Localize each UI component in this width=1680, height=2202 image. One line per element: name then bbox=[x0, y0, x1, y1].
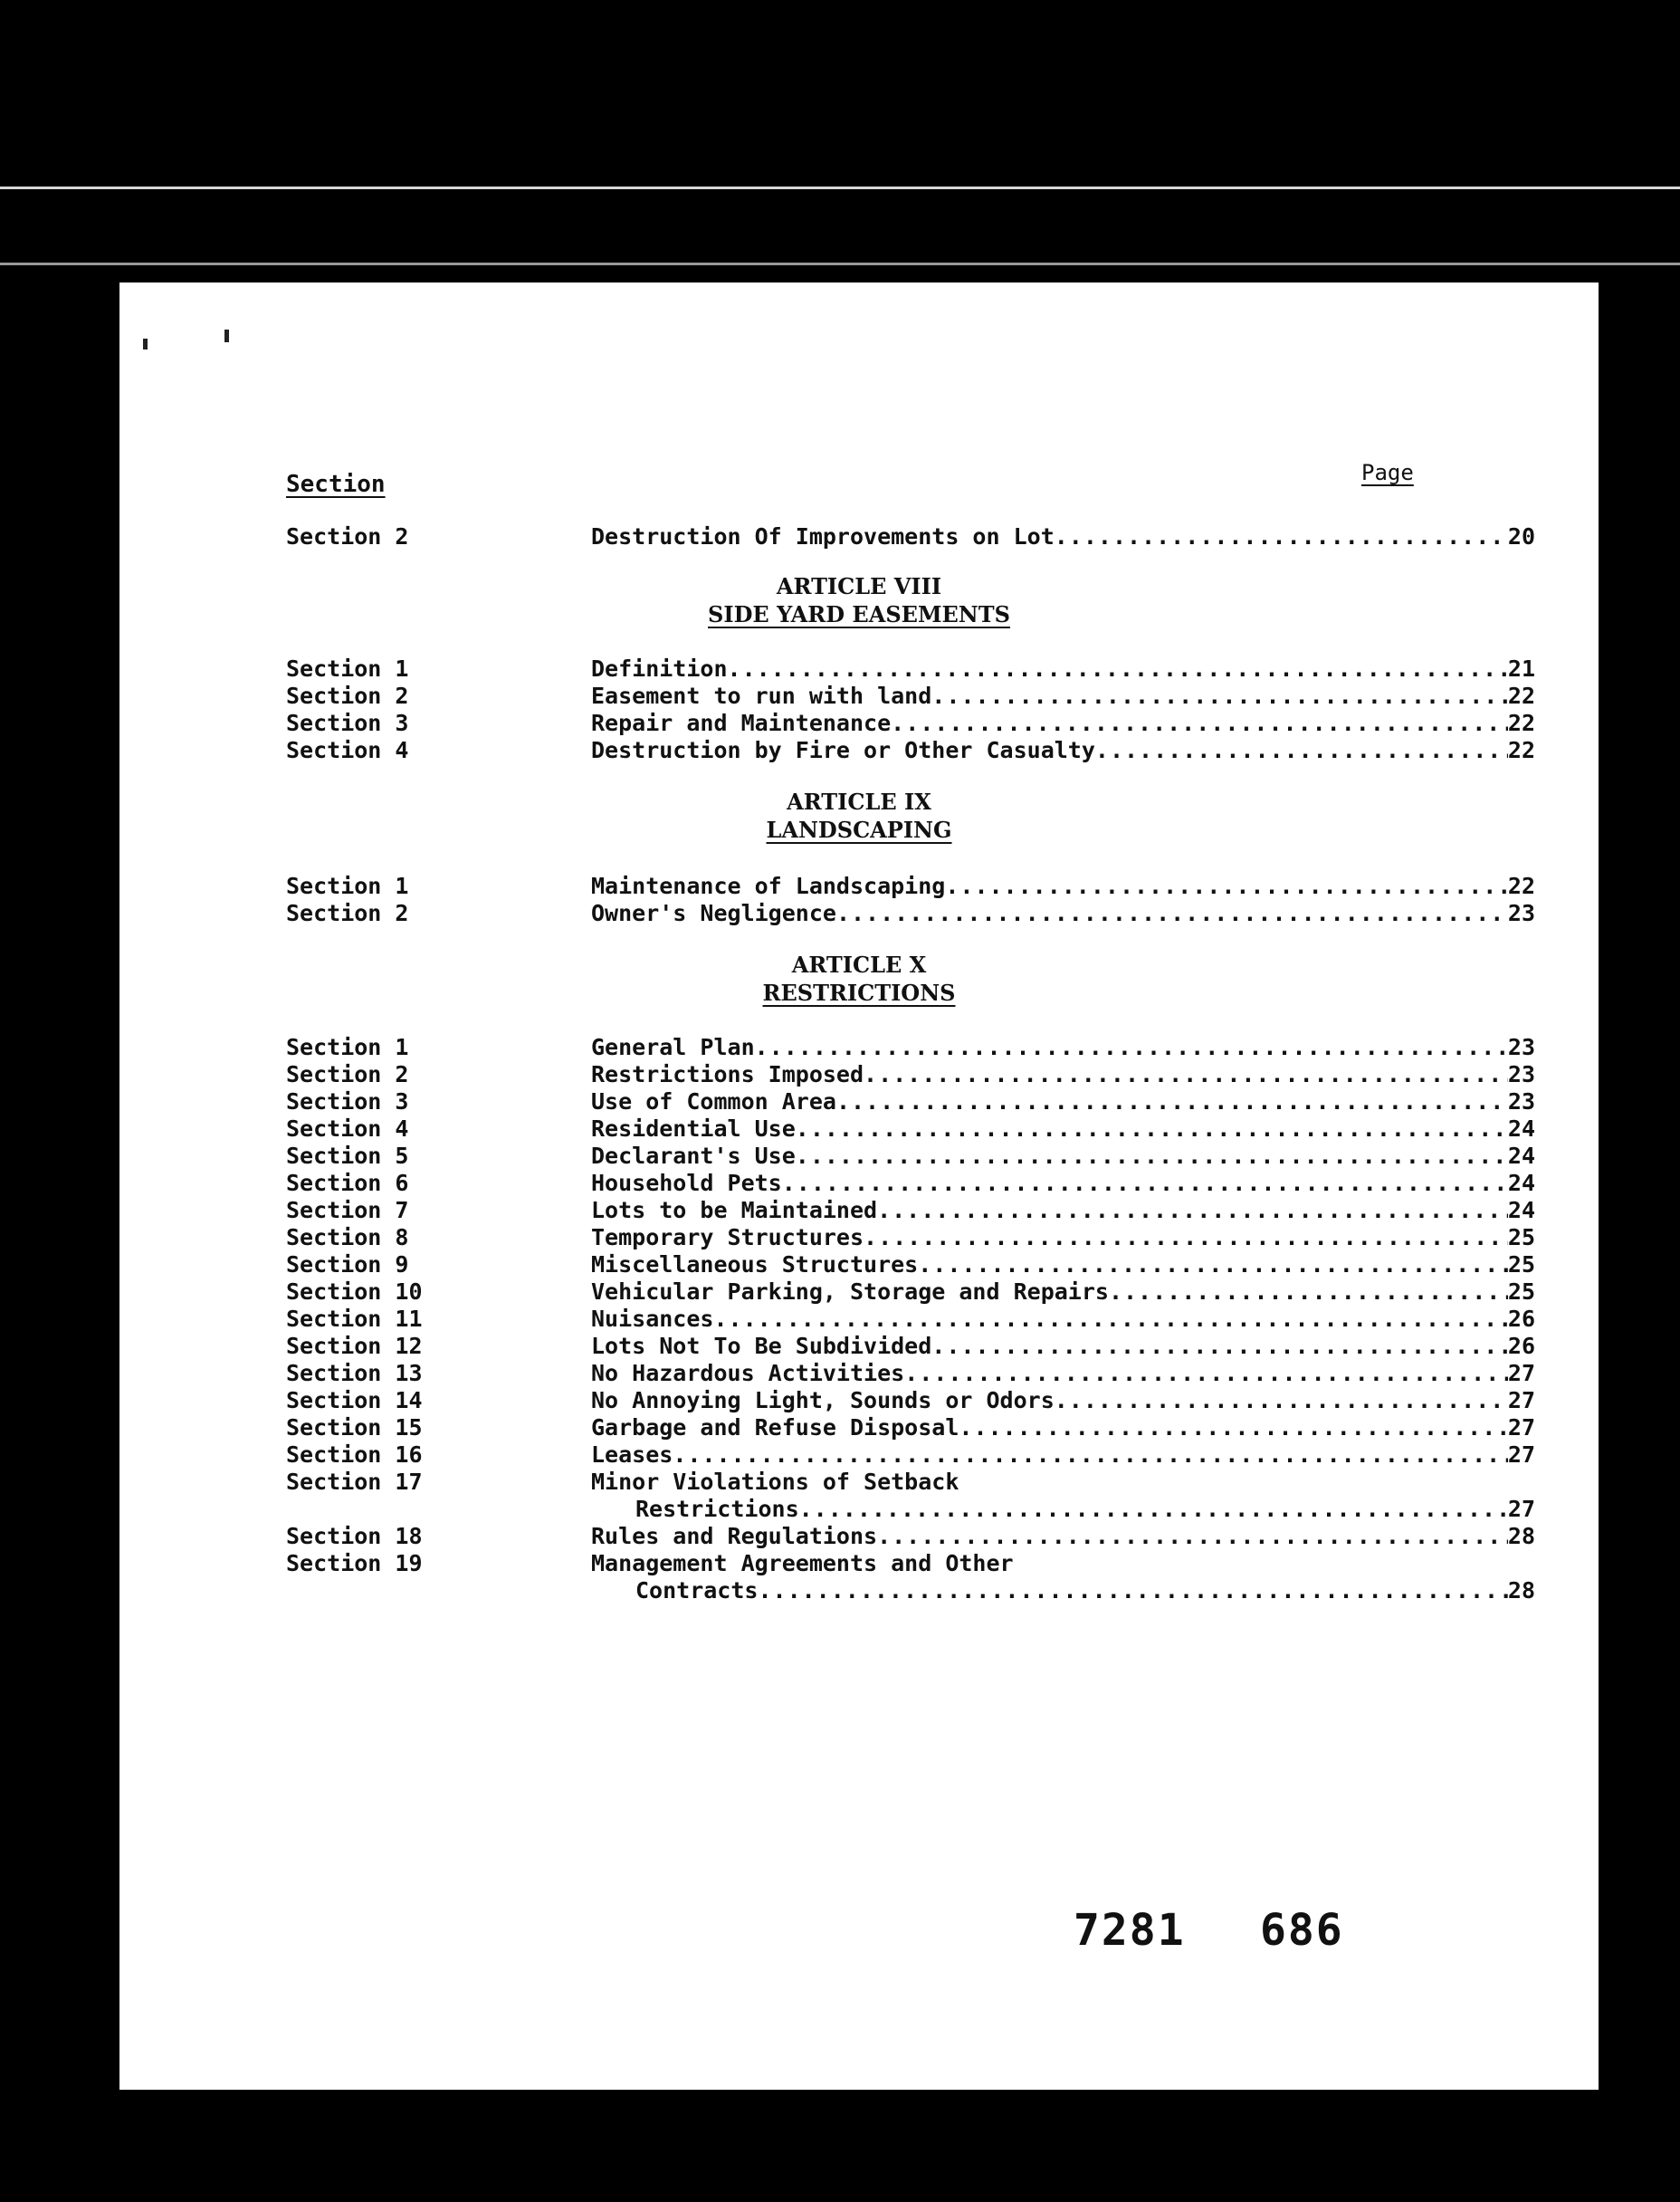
toc-entry bbox=[286, 1523, 1535, 1550]
dot-leader bbox=[891, 710, 1508, 736]
section-number: Section 5 bbox=[286, 1143, 409, 1169]
section-number: Section 6 bbox=[286, 1170, 409, 1196]
entry-title: Owner's Negligence bbox=[591, 900, 836, 926]
dot-leader bbox=[959, 1414, 1508, 1441]
scan-border-line bbox=[0, 263, 1680, 265]
toc-entry bbox=[286, 1360, 1535, 1387]
toc-entry bbox=[286, 523, 1535, 550]
toc-entry bbox=[286, 1143, 1535, 1170]
toc-entry bbox=[286, 900, 1535, 927]
page-number: 27 bbox=[1507, 1360, 1535, 1386]
section-number: Section 1 bbox=[286, 1034, 409, 1060]
entry-title-continuation: Restrictions bbox=[635, 1496, 799, 1522]
article-number: ARTICLE X bbox=[791, 952, 927, 978]
section-number: Section 2 bbox=[286, 523, 409, 550]
toc-entry bbox=[286, 1251, 1535, 1278]
section-number: Section 1 bbox=[286, 873, 409, 899]
page-number: 26 bbox=[1507, 1333, 1535, 1359]
page-number: 28 bbox=[1507, 1523, 1535, 1549]
section-number: Section 7 bbox=[286, 1197, 409, 1223]
section-number: Section 10 bbox=[286, 1278, 423, 1305]
dot-leader bbox=[1055, 523, 1508, 550]
entry-title: Leases bbox=[591, 1441, 673, 1468]
page-number: 22 bbox=[1507, 710, 1535, 736]
section-number: Section 11 bbox=[286, 1306, 423, 1332]
dot-leader bbox=[796, 1143, 1508, 1169]
toc-entry bbox=[286, 1387, 1535, 1414]
section-number: Section 14 bbox=[286, 1387, 423, 1413]
entry-title: Management Agreements and Other bbox=[591, 1550, 1014, 1576]
toc-entry bbox=[286, 1441, 1535, 1469]
page-number: 26 bbox=[1507, 1306, 1535, 1332]
dot-leader bbox=[904, 1360, 1508, 1386]
toc-entry bbox=[286, 1278, 1535, 1306]
toc-entry bbox=[286, 1034, 1535, 1061]
page-number: 27 bbox=[1507, 1387, 1535, 1413]
section-number: Section 9 bbox=[286, 1251, 409, 1278]
toc-entry bbox=[286, 1197, 1535, 1224]
page-number: 22 bbox=[1507, 873, 1535, 899]
entry-title: Nuisances bbox=[591, 1306, 714, 1332]
toc-entry bbox=[286, 1306, 1535, 1333]
entry-title: No Hazardous Activities bbox=[591, 1360, 905, 1386]
page-number: 22 bbox=[1507, 737, 1535, 763]
page-number: 25 bbox=[1507, 1278, 1535, 1305]
document-number: 7281 bbox=[1074, 1905, 1186, 1956]
page-column-header: Page bbox=[1361, 460, 1414, 485]
dot-leader bbox=[799, 1496, 1508, 1522]
entry-title: Garbage and Refuse Disposal bbox=[591, 1414, 959, 1441]
toc-entry bbox=[286, 1550, 1535, 1577]
toc-entry bbox=[286, 1061, 1535, 1088]
toc-entry bbox=[286, 1088, 1535, 1115]
article-number: ARTICLE VIII bbox=[776, 573, 942, 599]
article-title: RESTRICTIONS bbox=[762, 980, 956, 1006]
dot-leader bbox=[918, 1251, 1508, 1278]
entry-title: Maintenance of Landscaping bbox=[591, 873, 946, 899]
section-number: Section 12 bbox=[286, 1333, 423, 1359]
dot-leader bbox=[836, 1088, 1508, 1115]
page-number: 25 bbox=[1507, 1224, 1535, 1250]
entry-title: Lots Not To Be Subdivided bbox=[591, 1333, 932, 1359]
entry-title: Easement to run with land bbox=[591, 683, 932, 709]
entry-title: Repair and Maintenance bbox=[591, 710, 892, 736]
entry-title-continuation: Contracts bbox=[635, 1577, 759, 1604]
toc-entry bbox=[286, 1333, 1535, 1360]
toc-entry bbox=[286, 683, 1535, 710]
document-page bbox=[119, 282, 1599, 2090]
entry-title: Residential Use bbox=[591, 1115, 796, 1142]
entry-title: No Annoying Light, Sounds or Odors bbox=[591, 1387, 1055, 1413]
section-number: Section 13 bbox=[286, 1360, 423, 1386]
article-heading bbox=[119, 572, 1599, 628]
toc-entry bbox=[286, 1170, 1535, 1197]
page-number: 23 bbox=[1507, 900, 1535, 926]
page-number: 21 bbox=[1507, 656, 1535, 682]
toc-entry bbox=[286, 1115, 1535, 1143]
section-number: Section 8 bbox=[286, 1224, 409, 1250]
dot-leader bbox=[796, 1115, 1508, 1142]
section-number: Section 2 bbox=[286, 683, 409, 709]
dot-leader bbox=[1055, 1387, 1508, 1413]
entry-title: Declarant's Use bbox=[591, 1143, 796, 1169]
stray-mark bbox=[143, 339, 148, 349]
page-number: 23 bbox=[1507, 1034, 1535, 1060]
toc-entry bbox=[286, 737, 1535, 764]
dot-leader bbox=[931, 1333, 1508, 1359]
toc-entry-continuation bbox=[286, 1496, 1535, 1523]
entry-title: Destruction Of Improvements on Lot bbox=[591, 523, 1055, 550]
entry-title: General Plan bbox=[591, 1034, 755, 1060]
section-number: Section 19 bbox=[286, 1550, 423, 1576]
section-number: Section 18 bbox=[286, 1523, 423, 1549]
toc-entry-continuation bbox=[286, 1577, 1535, 1604]
entry-title: Vehicular Parking, Storage and Repairs bbox=[591, 1278, 1109, 1305]
dot-leader bbox=[1109, 1278, 1508, 1305]
page-number: 22 bbox=[1507, 683, 1535, 709]
section-number: Section 2 bbox=[286, 1061, 409, 1087]
dot-leader bbox=[755, 1034, 1508, 1060]
dot-leader bbox=[877, 1523, 1508, 1549]
article-number: ARTICLE IX bbox=[787, 789, 931, 815]
page-number: 23 bbox=[1507, 1088, 1535, 1115]
page-number: 28 bbox=[1507, 1577, 1535, 1604]
entry-title: Minor Violations of Setback bbox=[591, 1469, 959, 1495]
page-number: 23 bbox=[1507, 1061, 1535, 1087]
entry-title: Miscellaneous Structures bbox=[591, 1251, 919, 1278]
toc-entry bbox=[286, 710, 1535, 737]
page-number: 27 bbox=[1507, 1441, 1535, 1468]
scan-border-line bbox=[0, 187, 1680, 189]
section-number: Section 4 bbox=[286, 1115, 409, 1142]
entry-title: Definition bbox=[591, 656, 728, 682]
toc-entry bbox=[286, 656, 1535, 683]
page-number: 27 bbox=[1507, 1414, 1535, 1441]
section-number: Section 1 bbox=[286, 656, 409, 682]
page-number: 24 bbox=[1507, 1197, 1535, 1223]
stray-mark bbox=[224, 330, 229, 342]
entry-title: Temporary Structures bbox=[591, 1224, 864, 1250]
entry-title: Restrictions Imposed bbox=[591, 1061, 864, 1087]
entry-title: Rules and Regulations bbox=[591, 1523, 878, 1549]
dot-leader bbox=[864, 1061, 1508, 1087]
page-number: 24 bbox=[1507, 1170, 1535, 1196]
article-heading bbox=[119, 951, 1599, 1007]
page-number: 27 bbox=[1507, 1496, 1535, 1522]
dot-leader bbox=[836, 900, 1508, 926]
dot-leader bbox=[782, 1170, 1508, 1196]
page-number: 25 bbox=[1507, 1251, 1535, 1278]
entry-title: Destruction by Fire or Other Casualty bbox=[591, 737, 1095, 763]
page-number: 24 bbox=[1507, 1143, 1535, 1169]
page-number: 20 bbox=[1507, 523, 1535, 550]
dot-leader bbox=[758, 1577, 1507, 1604]
section-number: Section 15 bbox=[286, 1414, 423, 1441]
dot-leader bbox=[728, 656, 1508, 682]
section-column-header: Section bbox=[286, 471, 386, 498]
dot-leader bbox=[864, 1224, 1508, 1250]
entry-title: Household Pets bbox=[591, 1170, 782, 1196]
page-stamp: 686 bbox=[1260, 1905, 1344, 1956]
dot-leader bbox=[877, 1197, 1508, 1223]
article-title: LANDSCAPING bbox=[766, 817, 952, 843]
article-title: SIDE YARD EASEMENTS bbox=[708, 601, 1010, 627]
entry-title: Lots to be Maintained bbox=[591, 1197, 878, 1223]
section-number: Section 2 bbox=[286, 900, 409, 926]
toc-entry bbox=[286, 1414, 1535, 1441]
section-number: Section 3 bbox=[286, 1088, 409, 1115]
page-number: 24 bbox=[1507, 1115, 1535, 1142]
dot-leader bbox=[931, 683, 1508, 709]
section-number: Section 4 bbox=[286, 737, 409, 763]
toc-entry bbox=[286, 873, 1535, 900]
toc-entry bbox=[286, 1224, 1535, 1251]
dot-leader bbox=[945, 873, 1508, 899]
toc-entry bbox=[286, 1469, 1535, 1496]
article-heading bbox=[119, 788, 1599, 844]
entry-title: Use of Common Area bbox=[591, 1088, 836, 1115]
section-number: Section 3 bbox=[286, 710, 409, 736]
section-number: Section 16 bbox=[286, 1441, 423, 1468]
dot-leader bbox=[673, 1441, 1508, 1468]
dot-leader bbox=[1095, 737, 1508, 763]
section-number: Section 17 bbox=[286, 1469, 423, 1495]
dot-leader bbox=[713, 1306, 1507, 1332]
